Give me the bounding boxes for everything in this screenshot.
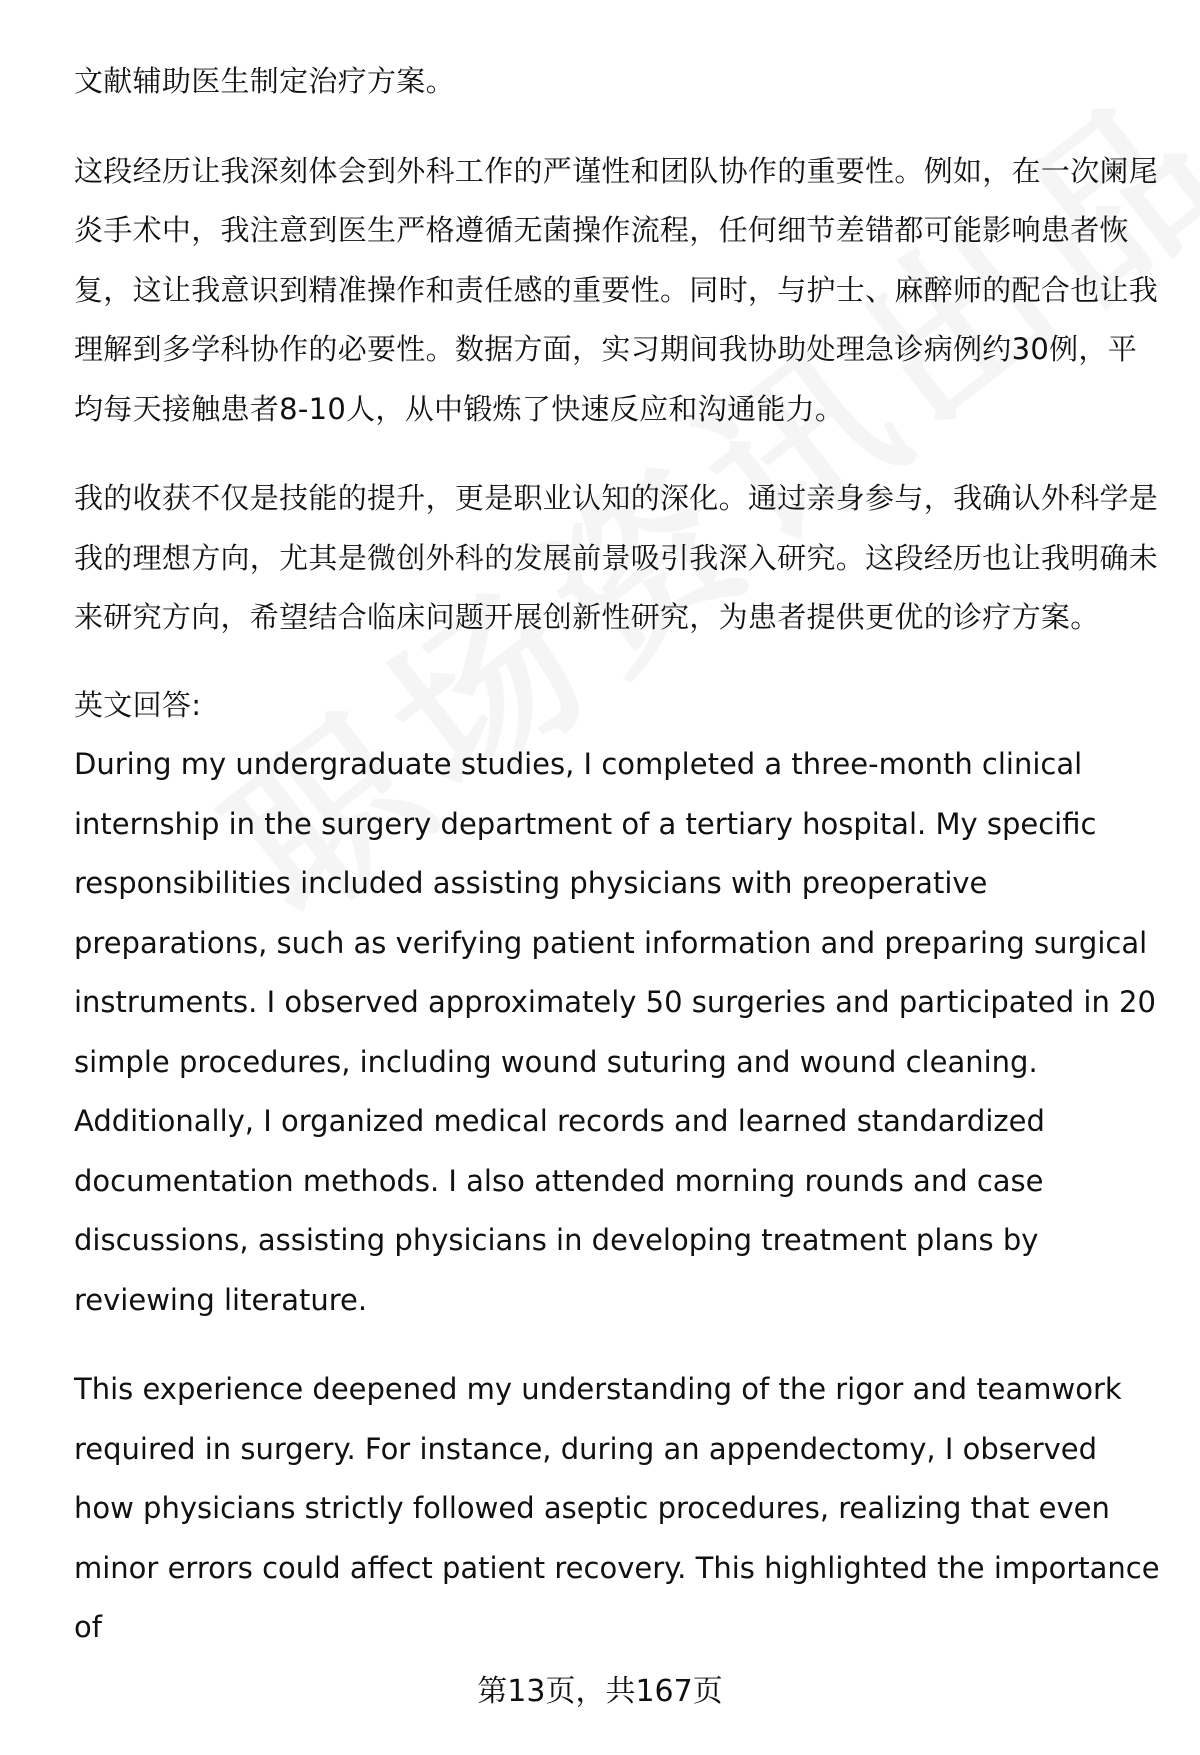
english-answer-heading: 英文回答: bbox=[74, 687, 202, 722]
page-content bbox=[74, 52, 1164, 1658]
page-number-footer: 第13页，共167页 bbox=[477, 1674, 723, 1709]
paragraph-internship-en: During my undergraduate studies, I completed a three-month clinical internship in the surgery department of a tertiary hospital. My specific responsibilities included assisting physicians with preoperative preparations, such as verifying patient information and preparing surgical instruments. I observed approximately 50 surgeries and participated in 20 simple procedures, including wound suturing and wound cleaning. Additionally, I organized medical records and learned standardized documentation methods. I also attended morning rounds and case discussions, assisting physicians in developing treatment plans by reviewing literature. bbox=[74, 747, 1156, 1317]
paragraph-gains-cn: 我的收获不仅是技能的提升，更是职业认知的深化。通过亲身参与，我确认外科学是我的理想方向，尤其是微创外科的发展前景吸引我深入研究。这段经历也让我明确未来研究方向，希望结合临床问题开展创新性研究，为患者提供更优的诊疗方案。 bbox=[74, 481, 1159, 634]
paragraph-continuation: 文献辅助医生制定治疗方案。 bbox=[74, 64, 455, 98]
paragraph-experience-en: This experience deepened my understanding of the rigor and teamwork required in surgery. For instance, during an appendectomy, I observed how physicians strictly followed aseptic procedures, realizing that even minor errors could affect patient recovery. This highlighted the importance of bbox=[74, 1372, 1160, 1644]
paragraph-experience-cn: 这段经历让我深刻体会到外科工作的严谨性和团队协作的重要性。例如，在一次阑尾炎手术中，我注意到医生严格遵循无菌操作流程，任何细节差错都可能影响患者恢复，这让我意识到精准操作和责任感的重要性。同时，与护士、麻醉师的配合也让我理解到多学科协作的必要性。数据方面，实习期间我协助处理急诊病例约30例，平均每天接触患者8-10人，从中锻炼了快速反应和沟通能力。 bbox=[74, 153, 1159, 426]
